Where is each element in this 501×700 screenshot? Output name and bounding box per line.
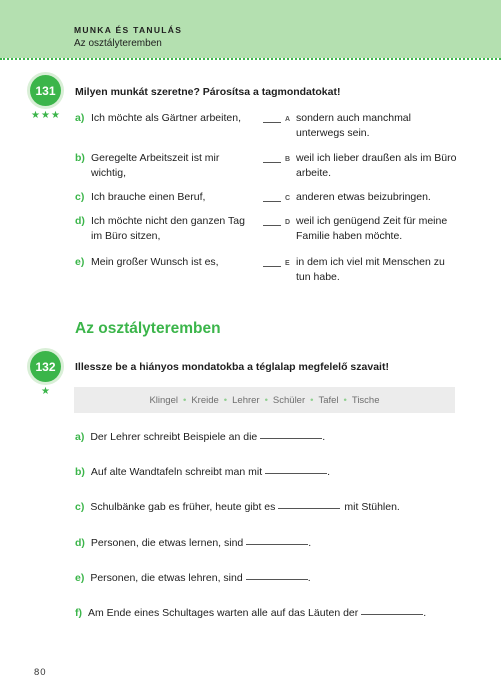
dotted-divider <box>0 58 501 60</box>
exercise-instruction: Milyen munkát szeretne? Párosítsa a tagmondatokat! <box>75 86 341 98</box>
sentence-end: weil ich lieber draußen als im Büro arbeite. <box>296 152 457 179</box>
item-letter: c) <box>75 191 85 203</box>
sentence-end: weil ich genügend Zeit für meine Familie haben möchte. <box>296 215 448 242</box>
sentence-text: Der Lehrer schreibt Beispiele an die <box>90 431 258 443</box>
sentence-end: sondern auch manchmal unterwegs sein. <box>296 112 411 139</box>
sentence-text: Am Ende eines Schultages warten alle auf das Läuten der <box>88 607 359 619</box>
item-letter: c) <box>75 501 85 513</box>
fill-in-sentence <box>75 430 325 445</box>
item-letter: f) <box>75 607 82 619</box>
word-separator: • <box>343 394 347 406</box>
word-bank-word: Tafel <box>318 394 339 406</box>
item-letter: b) <box>75 152 85 164</box>
answer-blank[interactable] <box>246 579 308 580</box>
option-letter: A <box>285 116 291 123</box>
item-letter: e) <box>75 256 85 268</box>
sentence-tail: . <box>327 466 331 478</box>
item-letter: a) <box>75 431 85 443</box>
fill-in-sentence <box>75 465 330 480</box>
exercise-number-badge: 132 <box>30 351 61 382</box>
sentence-text: Personen, die etwas lehren, sind <box>90 572 243 584</box>
item-letter: a) <box>75 112 85 124</box>
answer-blank[interactable] <box>263 122 281 123</box>
option-letter: B <box>285 156 291 163</box>
answer-blank[interactable] <box>265 473 327 474</box>
item-letter: b) <box>75 466 85 478</box>
answer-blank[interactable] <box>263 162 281 163</box>
word-bank <box>74 387 455 413</box>
difficulty-stars: ★ <box>41 386 51 397</box>
item-letter: d) <box>75 215 85 227</box>
fill-in-sentence <box>75 606 426 621</box>
word-bank-word: Schüler <box>272 394 306 406</box>
sentence-text: Schulbänke gab es früher, heute gibt es <box>90 501 276 513</box>
sentence-tail: . <box>423 607 427 619</box>
sentence-start: Ich möchte als Gärtner arbeiten, <box>91 112 241 124</box>
subsection-heading: Az osztályteremben <box>75 320 221 337</box>
sentence-tail: . <box>322 431 326 443</box>
sentence-text: Personen, die etwas lernen, sind <box>90 537 244 549</box>
answer-blank[interactable] <box>263 201 281 202</box>
sentence-tail: . <box>308 537 312 549</box>
page-number: 80 <box>34 667 47 678</box>
answer-blank[interactable] <box>361 614 423 615</box>
answer-blank[interactable] <box>278 508 340 509</box>
word-bank-word: Klingel <box>149 394 178 406</box>
fill-in-sentence <box>75 500 400 515</box>
section-title: MUNKA ÉS TANULÁS <box>74 25 183 35</box>
sentence-start: Mein großer Wunsch ist es, <box>91 256 219 268</box>
sentence-start: Ich brauche einen Beruf, <box>91 191 206 203</box>
word-separator: • <box>223 394 228 406</box>
fill-in-sentence <box>75 571 311 586</box>
word-bank-word: Tische <box>351 394 380 406</box>
difficulty-stars: ★★★ <box>31 110 61 121</box>
sentence-tail: mit Stühlen. <box>344 501 400 513</box>
word-separator: • <box>264 394 268 406</box>
sentence-end: anderen etwas beizubringen. <box>296 191 431 203</box>
option-letter: C <box>285 195 291 202</box>
exercise-instruction: Illessze be a hiányos mondatokba a téglalap megfelelő szavait! <box>75 361 389 373</box>
option-letter: D <box>285 219 291 226</box>
answer-blank[interactable] <box>263 225 281 226</box>
answer-blank[interactable] <box>246 544 308 545</box>
section-subtitle: Az osztályteremben <box>74 38 162 49</box>
word-separator: • <box>183 394 187 406</box>
word-bank-word: Lehrer <box>232 394 260 406</box>
exercise-number-badge: 131 <box>30 75 61 106</box>
sentence-start: Geregelte Arbeitszeit ist mir wichtig, <box>91 152 220 179</box>
answer-blank[interactable] <box>263 266 281 267</box>
option-letter: E <box>285 260 290 267</box>
word-separator: • <box>310 394 314 406</box>
sentence-tail: . <box>307 572 311 584</box>
word-bank-word: Kreide <box>191 394 219 406</box>
item-letter: d) <box>75 537 85 549</box>
sentence-end: in dem ich viel mit Menschen zu tun habe. <box>296 256 445 283</box>
item-letter: e) <box>75 572 85 584</box>
fill-in-sentence <box>75 536 311 551</box>
chapter-header <box>0 0 501 58</box>
sentence-start: Ich möchte nicht den ganzen Tag im Büro sitzen, <box>91 215 245 242</box>
answer-blank[interactable] <box>260 438 322 439</box>
sentence-text: Auf alte Wandtafeln schreibt man mit <box>90 466 263 478</box>
